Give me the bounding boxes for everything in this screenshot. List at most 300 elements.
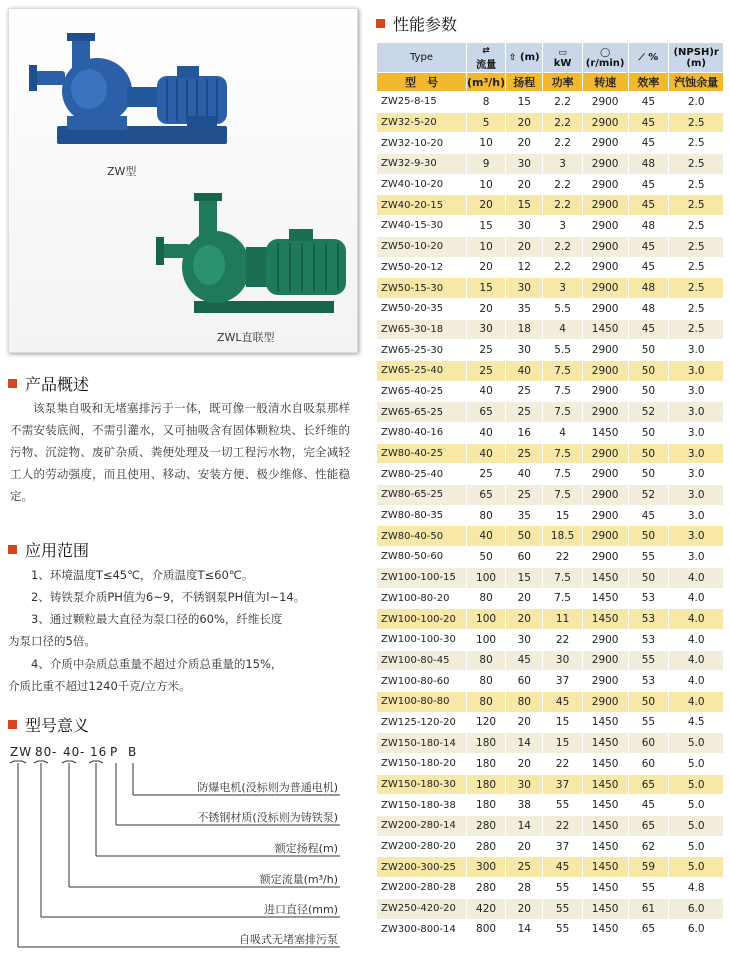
application-line-6: 介质比重不超过1240千克/立方米。: [8, 679, 191, 693]
cell-value: 25: [466, 464, 505, 485]
cell-model: ZW125-120-20: [377, 712, 467, 733]
cell-value: 4: [543, 319, 582, 340]
header-head-label: (m): [520, 52, 540, 63]
cell-value: 15: [506, 567, 543, 588]
cell-value: 2.2: [543, 133, 582, 154]
performance-table-body: [377, 92, 724, 940]
cell-model: ZW100-100-30: [377, 629, 467, 650]
cell-value: 2900: [582, 340, 628, 361]
cell-value: 280: [466, 836, 505, 857]
cell-value: 15: [506, 195, 543, 216]
cell-value: 15: [466, 216, 505, 237]
cell-value: 30: [506, 629, 543, 650]
code-part-flow: 40: [63, 745, 81, 759]
cell-value: 3.0: [669, 547, 724, 568]
table-row: [377, 671, 724, 692]
cell-value: 420: [466, 898, 505, 919]
table-row: [377, 154, 724, 175]
cell-value: 2900: [582, 671, 628, 692]
application-line-1: 1、环境温度T≤45℃，介质温度T≤60℃。: [31, 568, 254, 582]
cell-value: 45: [506, 650, 543, 671]
cell-value: 55: [543, 898, 582, 919]
header-power: [543, 43, 582, 73]
cell-model: ZW80-40-16: [377, 423, 467, 444]
cell-value: 1450: [582, 919, 628, 940]
cell-value: 20: [506, 588, 543, 609]
header-flow-label: 流量: [476, 59, 497, 71]
cell-value: 14: [506, 816, 543, 837]
table-row: [377, 340, 724, 361]
cell-value: 45: [628, 505, 669, 526]
cell-model: ZW100-80-80: [377, 691, 467, 712]
cell-value: 14: [506, 919, 543, 940]
cell-model: ZW150-180-38: [377, 795, 467, 816]
cell-value: 2900: [582, 691, 628, 712]
cell-model: ZW32-5-20: [377, 112, 467, 133]
table-row: [377, 298, 724, 319]
performance-heading: [376, 12, 457, 35]
cell-value: 20: [506, 112, 543, 133]
code-part-zw: ZW: [10, 745, 33, 759]
cell-value: 80: [466, 505, 505, 526]
motor-icon: ▭: [558, 47, 567, 58]
cell-value: 20: [466, 195, 505, 216]
cell-value: 1450: [582, 816, 628, 837]
cell-value: 8: [466, 92, 505, 113]
application-title: 应用范围: [25, 541, 90, 560]
cell-value: 15: [543, 712, 582, 733]
cell-value: 15: [543, 505, 582, 526]
code-dash-1: -: [52, 745, 58, 759]
cell-value: 3.0: [669, 464, 724, 485]
cell-value: 2900: [582, 216, 628, 237]
cell-value: 4.0: [669, 588, 724, 609]
header-cn-power: 功率: [543, 73, 582, 92]
overview-paragraph: [10, 397, 350, 507]
cell-value: 2.5: [669, 133, 724, 154]
cell-value: 3.0: [669, 402, 724, 423]
table-row: [377, 650, 724, 671]
cell-value: 3.0: [669, 381, 724, 402]
cell-value: 2900: [582, 402, 628, 423]
code-part-p: P: [110, 745, 119, 759]
cell-value: 55: [628, 650, 669, 671]
cell-value: 40: [506, 464, 543, 485]
cell-value: 30: [543, 650, 582, 671]
cell-value: 2900: [582, 650, 628, 671]
cell-value: 2900: [582, 547, 628, 568]
cell-value: 20: [466, 257, 505, 278]
product-photo-panel: [8, 8, 358, 353]
header-cn-eff: 效率: [628, 73, 669, 92]
table-row: [377, 443, 724, 464]
meaning-flow: 额定流量(m³/h): [259, 873, 338, 886]
cell-value: 5.0: [669, 857, 724, 878]
cell-value: 14: [506, 733, 543, 754]
cell-value: 7.5: [543, 588, 582, 609]
cell-value: 1450: [582, 567, 628, 588]
cell-value: 25: [506, 485, 543, 506]
cell-model: ZW150-180-20: [377, 754, 467, 775]
cell-value: 5.0: [669, 733, 724, 754]
cell-value: 45: [628, 195, 669, 216]
model-meaning-title: 型号意义: [25, 716, 90, 735]
cell-value: 2900: [582, 464, 628, 485]
meaning-inlet-diameter: 进口直径(mm): [263, 903, 338, 916]
cell-value: 50: [628, 443, 669, 464]
cell-model: ZW50-20-35: [377, 298, 467, 319]
cell-value: 48: [628, 278, 669, 299]
cell-value: 30: [506, 216, 543, 237]
cell-value: 3.0: [669, 505, 724, 526]
cell-value: 30: [506, 774, 543, 795]
header-cn-flow: (m³/h): [466, 73, 505, 92]
cell-value: 4.5: [669, 712, 724, 733]
cell-value: 180: [466, 733, 505, 754]
rotation-icon: ◯: [600, 47, 611, 58]
cell-model: ZW100-80-20: [377, 588, 467, 609]
cell-value: 20: [506, 236, 543, 257]
table-row: [377, 319, 724, 340]
table-row: [377, 774, 724, 795]
code-part-b: B: [128, 745, 138, 759]
cell-model: ZW200-280-28: [377, 878, 467, 899]
table-row: [377, 485, 724, 506]
cell-value: 1450: [582, 754, 628, 775]
cell-value: 5.5: [543, 340, 582, 361]
table-row: [377, 360, 724, 381]
cell-value: 18.5: [543, 526, 582, 547]
cell-value: 45: [628, 112, 669, 133]
cell-value: 60: [506, 671, 543, 692]
cell-value: 65: [628, 919, 669, 940]
cell-model: ZW80-80-35: [377, 505, 467, 526]
overview-text: 该泵集自吸和无堵塞排污于一体，既可像一般清水自吸泵那样不需安装底阀，不需引灌水，又可抽吸含有固体颗粒块、长纤维的污物、沉淀物、废矿杂质、粪便处理及一切工程污水物，完全减轻工人的劳动强度，而且使用、移动、安装方便、极少维修、性能稳定。: [10, 401, 350, 503]
cell-value: 100: [466, 567, 505, 588]
cell-value: 50: [628, 360, 669, 381]
cell-value: 2900: [582, 443, 628, 464]
code-part-head: 16: [90, 745, 108, 759]
table-row: [377, 236, 724, 257]
application-line-2: 2、铸铁泵介质PH值为6~9，不锈钢泵PH值为l~14。: [31, 590, 306, 604]
cell-value: 3: [543, 216, 582, 237]
cell-value: 2.0: [669, 92, 724, 113]
cell-model: ZW65-25-40: [377, 360, 467, 381]
cell-value: 3.0: [669, 360, 724, 381]
cell-model: ZW200-300-25: [377, 857, 467, 878]
cell-model: ZW40-10-20: [377, 174, 467, 195]
cell-value: 280: [466, 816, 505, 837]
table-row: [377, 898, 724, 919]
cell-value: 55: [628, 712, 669, 733]
cell-value: 28: [506, 878, 543, 899]
cell-value: 40: [466, 443, 505, 464]
cell-model: ZW65-65-25: [377, 402, 467, 423]
cell-value: 800: [466, 919, 505, 940]
table-row: [377, 547, 724, 568]
cell-value: 20: [506, 133, 543, 154]
cell-value: 53: [628, 671, 669, 692]
cell-value: 5.0: [669, 836, 724, 857]
cell-value: 65: [466, 485, 505, 506]
table-row: [377, 629, 724, 650]
cell-value: 15: [543, 733, 582, 754]
cell-value: 20: [506, 754, 543, 775]
table-row: [377, 278, 724, 299]
model-code-diagram: [0, 735, 360, 950]
cell-value: 2.2: [543, 195, 582, 216]
table-row: [377, 505, 724, 526]
cell-model: ZW150-180-14: [377, 733, 467, 754]
cell-value: 2.5: [669, 298, 724, 319]
cell-value: 25: [466, 340, 505, 361]
cell-value: 37: [543, 671, 582, 692]
performance-table: [376, 42, 724, 940]
cell-value: 1450: [582, 795, 628, 816]
cell-value: 20: [506, 609, 543, 630]
table-row: [377, 133, 724, 154]
cell-model: ZW300-800-14: [377, 919, 467, 940]
header-cn-npsh: 汽蚀余量: [669, 73, 724, 92]
cell-value: 2.5: [669, 195, 724, 216]
cell-value: 37: [543, 836, 582, 857]
cell-model: ZW100-80-60: [377, 671, 467, 692]
cell-value: 2.5: [669, 278, 724, 299]
table-row: [377, 836, 724, 857]
cell-value: 20: [506, 174, 543, 195]
cell-model: ZW65-40-25: [377, 381, 467, 402]
header-flow: [466, 43, 505, 73]
cell-value: 5.0: [669, 816, 724, 837]
cell-value: 18: [506, 319, 543, 340]
cell-model: ZW50-15-30: [377, 278, 467, 299]
table-row: [377, 712, 724, 733]
header-cn-head: 扬程: [506, 73, 543, 92]
header-cn-model: 型 号: [377, 73, 467, 92]
cell-model: ZW100-100-15: [377, 567, 467, 588]
cell-value: 12: [506, 257, 543, 278]
cell-value: 50: [628, 340, 669, 361]
cell-value: 10: [466, 174, 505, 195]
cell-value: 7.5: [543, 443, 582, 464]
cell-value: 2.2: [543, 92, 582, 113]
cell-value: 48: [628, 154, 669, 175]
cell-value: 45: [628, 319, 669, 340]
cell-value: 40: [466, 423, 505, 444]
cell-model: ZW200-280-14: [377, 816, 467, 837]
cell-value: 55: [543, 795, 582, 816]
cell-value: 30: [506, 278, 543, 299]
cell-model: ZW32-10-20: [377, 133, 467, 154]
table-row: [377, 92, 724, 113]
zwl-caption: ZWL直联型: [217, 331, 275, 344]
cell-value: 5.5: [543, 298, 582, 319]
cell-value: 50: [628, 691, 669, 712]
cell-value: 25: [506, 857, 543, 878]
cell-value: 280: [466, 878, 505, 899]
cell-value: 4.0: [669, 671, 724, 692]
cell-value: 52: [628, 485, 669, 506]
cell-value: 3.0: [669, 423, 724, 444]
cell-model: ZW100-80-45: [377, 650, 467, 671]
cell-value: 60: [628, 733, 669, 754]
cell-value: 80: [466, 588, 505, 609]
efficiency-curve-icon: ⟋: [638, 53, 645, 63]
cell-value: 22: [543, 547, 582, 568]
cell-value: 180: [466, 795, 505, 816]
table-row: [377, 609, 724, 630]
cell-value: 100: [466, 609, 505, 630]
cell-value: 2900: [582, 257, 628, 278]
cell-value: 2900: [582, 278, 628, 299]
cell-value: 7.5: [543, 485, 582, 506]
cell-value: 1450: [582, 712, 628, 733]
header-speed-label: (r/min): [585, 57, 625, 69]
section-marker-icon: [8, 545, 17, 554]
cell-value: 1450: [582, 588, 628, 609]
cell-value: 22: [543, 754, 582, 775]
cell-value: 45: [628, 133, 669, 154]
cell-value: 50: [628, 526, 669, 547]
header-type: Type: [377, 43, 467, 73]
cell-value: 6.0: [669, 898, 724, 919]
cell-value: 38: [506, 795, 543, 816]
cell-value: 7.5: [543, 381, 582, 402]
cell-value: 22: [543, 816, 582, 837]
cell-value: 2.2: [543, 174, 582, 195]
cell-model: ZW50-20-12: [377, 257, 467, 278]
cell-value: 7.5: [543, 464, 582, 485]
cell-value: 45: [628, 174, 669, 195]
cell-model: ZW200-280-20: [377, 836, 467, 857]
cell-value: 1450: [582, 423, 628, 444]
cell-value: 65: [628, 774, 669, 795]
cell-value: 35: [506, 505, 543, 526]
cell-value: 50: [628, 423, 669, 444]
cell-value: 4.0: [669, 629, 724, 650]
cell-value: 10: [466, 133, 505, 154]
cell-value: 2.2: [543, 236, 582, 257]
cell-value: 2900: [582, 360, 628, 381]
cell-value: 2900: [582, 505, 628, 526]
cell-value: 7.5: [543, 360, 582, 381]
table-row: [377, 464, 724, 485]
overview-title: 产品概述: [25, 375, 90, 394]
cell-value: 1450: [582, 878, 628, 899]
cell-value: 45: [628, 257, 669, 278]
cell-value: 5: [466, 112, 505, 133]
cell-value: 55: [543, 919, 582, 940]
cell-value: 25: [466, 360, 505, 381]
cell-value: 5.0: [669, 754, 724, 775]
cell-model: ZW32-9-30: [377, 154, 467, 175]
cell-value: 10: [466, 236, 505, 257]
table-row: [377, 588, 724, 609]
cell-model: ZW40-20-15: [377, 195, 467, 216]
cell-value: 50: [628, 381, 669, 402]
cell-value: 35: [506, 298, 543, 319]
cell-value: 9: [466, 154, 505, 175]
cell-value: 15: [506, 92, 543, 113]
cell-value: 3: [543, 278, 582, 299]
cell-model: ZW25-8-15: [377, 92, 467, 113]
section-marker-icon: [376, 19, 385, 28]
cell-value: 45: [543, 691, 582, 712]
cell-value: 30: [506, 340, 543, 361]
cell-value: 30: [466, 319, 505, 340]
cell-value: 2900: [582, 154, 628, 175]
head-arrow-icon: ⇧: [509, 53, 517, 63]
cell-value: 11: [543, 609, 582, 630]
application-line-3: 3、通过颗粒最大直径为泵口径的60%，纤维长度: [31, 612, 283, 626]
meaning-explosion-proof: 防爆电机(没标则为普通电机): [197, 781, 338, 794]
cell-value: 59: [628, 857, 669, 878]
cell-value: 2.2: [543, 112, 582, 133]
cell-value: 62: [628, 836, 669, 857]
header-npsh: (NPSH)r (m): [669, 43, 724, 73]
cell-value: 2.5: [669, 174, 724, 195]
table-row: [377, 691, 724, 712]
cell-value: 1450: [582, 898, 628, 919]
cell-model: ZW40-15-30: [377, 216, 467, 237]
cell-value: 65: [628, 816, 669, 837]
cell-value: 300: [466, 857, 505, 878]
cell-value: 22: [543, 629, 582, 650]
cell-value: 25: [506, 402, 543, 423]
cell-value: 2.5: [669, 154, 724, 175]
cell-value: 1450: [582, 609, 628, 630]
cell-value: 40: [466, 381, 505, 402]
cell-value: 180: [466, 754, 505, 775]
cell-value: 50: [628, 567, 669, 588]
cell-value: 20: [506, 836, 543, 857]
cell-value: 7.5: [543, 567, 582, 588]
table-row: [377, 402, 724, 423]
cell-value: 2900: [582, 92, 628, 113]
cell-value: 48: [628, 298, 669, 319]
performance-title: 性能参数: [393, 15, 458, 34]
table-row: [377, 381, 724, 402]
cell-value: 48: [628, 216, 669, 237]
cell-value: 2900: [582, 174, 628, 195]
cell-value: 65: [466, 402, 505, 423]
cell-model: ZW250-420-20: [377, 898, 467, 919]
cell-value: 45: [628, 236, 669, 257]
cell-value: 55: [628, 547, 669, 568]
code-part-diameter: 80: [35, 745, 53, 759]
code-dash-2: -: [80, 745, 86, 759]
cell-value: 6.0: [669, 919, 724, 940]
cell-value: 3.0: [669, 443, 724, 464]
header-efficiency: [628, 43, 669, 73]
table-header-cn: [377, 73, 724, 92]
cell-value: 4.0: [669, 691, 724, 712]
cell-value: 45: [628, 92, 669, 113]
table-row: [377, 257, 724, 278]
cell-value: 40: [506, 360, 543, 381]
cell-model: ZW80-65-25: [377, 485, 467, 506]
zwl-pump-image: [154, 189, 354, 319]
cell-value: 37: [543, 774, 582, 795]
cell-value: 80: [466, 691, 505, 712]
cell-value: 50: [506, 526, 543, 547]
cell-value: 15: [466, 278, 505, 299]
cell-value: 2900: [582, 133, 628, 154]
cell-value: 1450: [582, 836, 628, 857]
table-row: [377, 795, 724, 816]
meaning-pump-type: 自吸式无堵塞排污泵: [239, 933, 338, 946]
cell-value: 2.5: [669, 112, 724, 133]
